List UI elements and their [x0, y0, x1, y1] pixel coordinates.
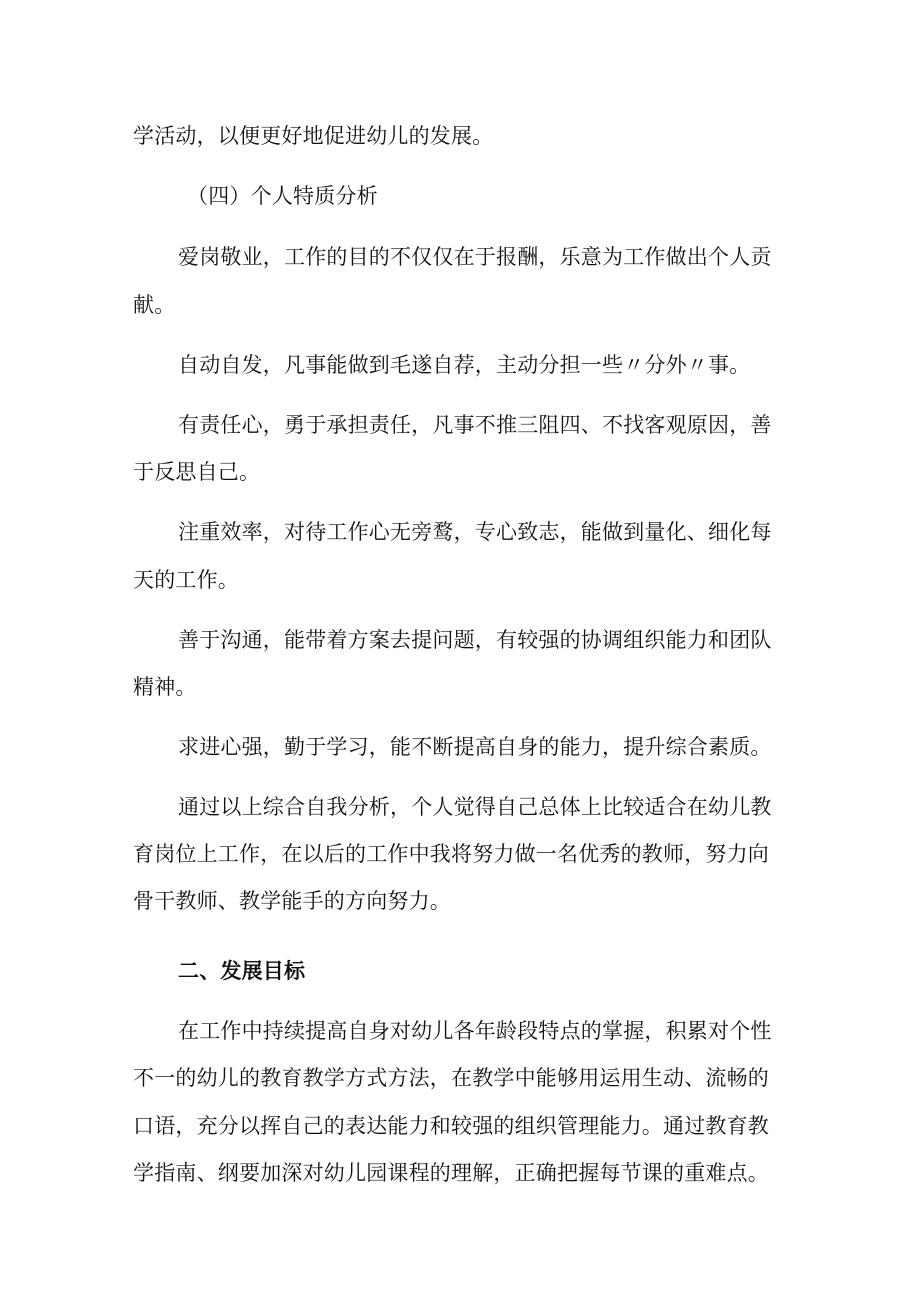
paragraph-dedication-line-2: 献。 — [133, 293, 176, 317]
paragraph-goals-line-2: 不一的幼儿的教育教学方式方法，在教学中能够用运用生动、流畅的 — [133, 1066, 769, 1090]
paragraph-summary-line-3: 骨干教师、教学能手的方向努力。 — [133, 889, 451, 913]
paragraph-responsibility-line-1: 有责任心，勇于承担责任，凡事不推三阻四、不找客观原因，善 — [178, 413, 772, 437]
paragraph-learning-line-1: 求进心强，勤于学习，能不断提高自身的能力，提升综合素质。 — [178, 735, 772, 759]
paragraph-efficiency-line-2: 天的工作。 — [133, 568, 239, 592]
paragraph-dedication-line-1: 爱岗敬业，工作的目的不仅仅在于报酬，乐意为工作做出个人贡 — [178, 245, 772, 269]
paragraph-initiative-line-1: 自动自发，凡事能做到毛遂自荐，主动分担一些〃分外〃事。 — [178, 353, 751, 377]
paragraph-communication-line-1: 善于沟通，能带着方案去提问题，有较强的协调组织能力和团队 — [178, 628, 772, 652]
paragraph-efficiency-line-1: 注重效率，对待工作心无旁鹜，专心致志，能做到量化、细化每 — [178, 520, 772, 544]
paragraph-continuation-line: 学活动，以便更好地促进幼儿的发展。 — [133, 124, 494, 148]
paragraph-goals-line-4: 学指南、纲要加深对幼儿园课程的理解，正确把握每节课的重难点。 — [133, 1161, 769, 1185]
paragraph-communication-line-2: 精神。 — [133, 675, 197, 699]
paragraph-goals-line-3: 口语，充分以挥自己的表达能力和较强的组织管理能力。通过教育教 — [133, 1114, 769, 1138]
subsection-title: （四）个人特质分析 — [187, 184, 378, 208]
section-heading: 二、发展目标 — [178, 959, 306, 983]
paragraph-summary-line-1: 通过以上综合自我分析，个人觉得自己总体上比较适合在幼儿教 — [178, 795, 772, 819]
paragraph-goals-line-1: 在工作中持续提高自身对幼儿各年龄段特点的掌握，积累对个性 — [178, 1019, 772, 1043]
paragraph-responsibility-line-2: 于反思自己。 — [133, 460, 261, 484]
paragraph-summary-line-2: 育岗位上工作，在以后的工作中我将努力做一名优秀的教师，努力向 — [133, 842, 769, 866]
